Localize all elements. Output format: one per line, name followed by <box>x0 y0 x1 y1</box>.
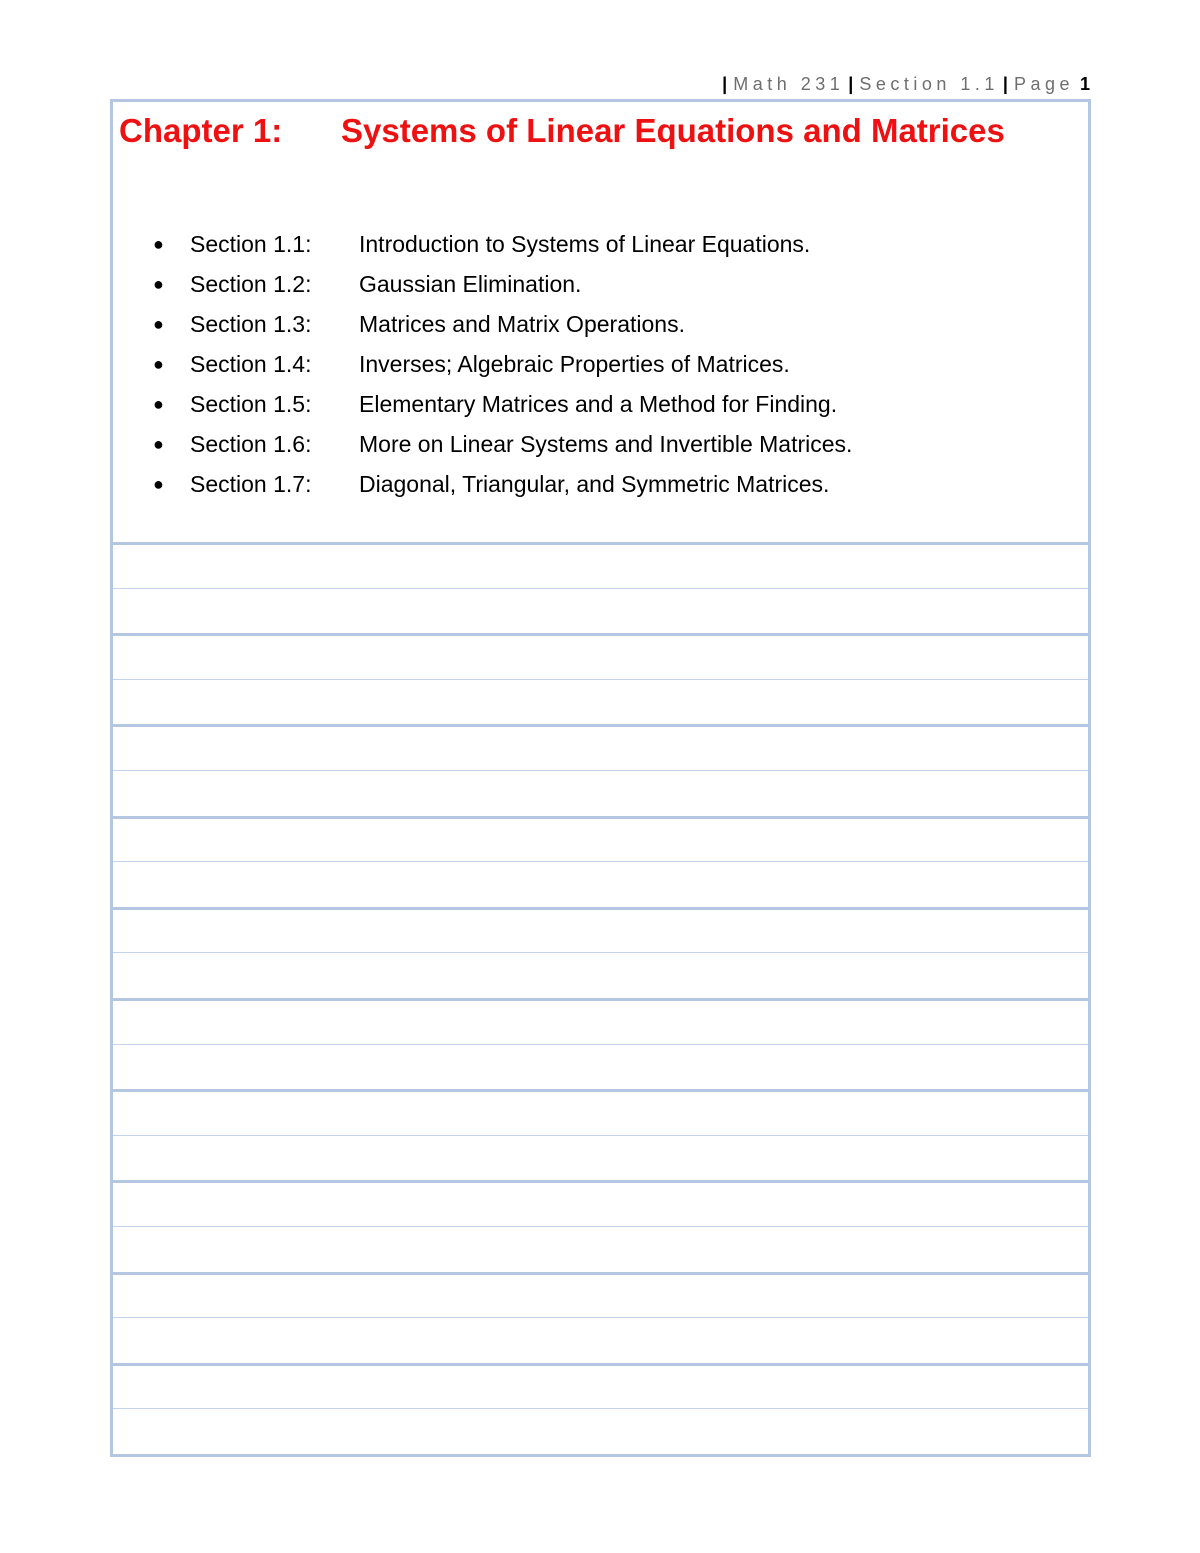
ruled-line <box>113 861 1088 907</box>
header-section: Section 1.1 <box>859 74 999 94</box>
section-item <box>153 264 852 304</box>
bullet-icon: ● <box>153 353 164 374</box>
page-number: 1 <box>1079 74 1090 94</box>
section-title: More on Linear Systems and Invertible Matrices. <box>359 430 853 457</box>
ruled-line <box>113 1363 1088 1409</box>
ruled-line <box>113 724 1088 770</box>
ruled-line <box>113 1272 1088 1318</box>
ruled-line <box>113 952 1088 998</box>
bullet-icon: ● <box>153 393 164 414</box>
section-title: Introduction to Systems of Linear Equations. <box>359 230 811 257</box>
chapter-name: Systems of Linear Equations and Matrices <box>341 112 1005 149</box>
section-label: Section 1.1: <box>190 230 312 257</box>
section-label: Section 1.7: <box>190 470 312 497</box>
section-item <box>153 424 852 464</box>
ruled-line <box>113 998 1088 1044</box>
ruled-line <box>113 1226 1088 1272</box>
chapter-title <box>119 112 1005 150</box>
section-label: Section 1.5: <box>190 390 312 417</box>
section-item <box>153 464 852 504</box>
section-item <box>153 384 852 424</box>
header-course: Math 231 <box>733 74 845 94</box>
section-label: Section 1.4: <box>190 350 312 377</box>
ruled-line <box>113 816 1088 862</box>
section-label: Section 1.3: <box>190 310 312 337</box>
section-title: Elementary Matrices and a Method for Finding. <box>359 390 838 417</box>
bullet-icon: ● <box>153 473 164 494</box>
header-separator: | <box>848 74 854 94</box>
section-item <box>153 344 852 384</box>
ruled-line <box>113 1089 1088 1135</box>
ruled-line <box>113 770 1088 816</box>
section-item <box>153 224 852 264</box>
ruled-line <box>113 588 1088 634</box>
ruled-line <box>113 1135 1088 1181</box>
bullet-icon: ● <box>153 433 164 454</box>
ruled-lines <box>113 542 1088 1454</box>
section-item <box>153 304 852 344</box>
bullet-icon: ● <box>153 273 164 294</box>
header-separator: | <box>722 74 728 94</box>
section-list <box>153 224 852 504</box>
chapter-number: Chapter 1: <box>119 112 283 149</box>
ruled-line <box>113 679 1088 725</box>
section-title: Inverses; Algebraic Properties of Matrices. <box>359 350 790 377</box>
ruled-line <box>113 542 1088 588</box>
ruled-line <box>113 1044 1088 1090</box>
notes-frame <box>110 99 1091 1457</box>
page-header <box>722 74 1090 95</box>
section-title: Diagonal, Triangular, and Symmetric Matrices. <box>359 470 830 497</box>
section-title: Gaussian Elimination. <box>359 270 582 297</box>
ruled-line <box>113 633 1088 679</box>
ruled-line <box>113 1180 1088 1226</box>
bullet-icon: ● <box>153 233 164 254</box>
section-title: Matrices and Matrix Operations. <box>359 310 685 337</box>
ruled-line <box>113 1408 1088 1454</box>
header-separator: | <box>1002 74 1008 94</box>
ruled-line <box>113 1317 1088 1363</box>
section-label: Section 1.2: <box>190 270 312 297</box>
header-page-label: Page <box>1013 74 1074 94</box>
section-label: Section 1.6: <box>190 430 312 457</box>
ruled-line <box>113 907 1088 953</box>
bullet-icon: ● <box>153 313 164 334</box>
